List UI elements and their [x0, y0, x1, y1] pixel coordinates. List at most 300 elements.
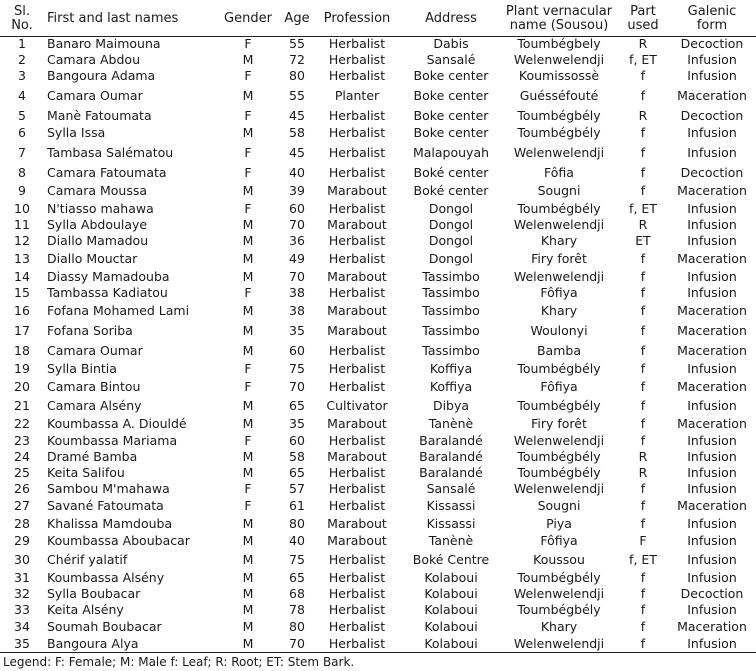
table-row	[0, 397, 756, 415]
cell-informant-name: Sylla Boubacar	[47, 586, 141, 601]
cell-profession: Herbalist	[328, 125, 386, 140]
cell-row-number: 33	[14, 601, 30, 617]
cell-address: Sansalé	[426, 52, 476, 67]
table-row	[0, 636, 756, 652]
table-row	[0, 201, 756, 217]
cell-informant-name: Diassy Mamadouba	[47, 269, 170, 284]
cell-gender: M	[242, 183, 254, 198]
cell-gender: F	[244, 201, 252, 216]
cell-row-number: 1	[18, 36, 26, 52]
cell-address: Boke center	[413, 107, 489, 123]
cell-part-used: f	[640, 498, 646, 513]
cell-address: Tanènè	[428, 533, 474, 548]
header-age: Age	[282, 2, 312, 36]
cell-part-used: f	[640, 183, 646, 198]
cell-profession: Planter	[334, 87, 380, 103]
cell-galenic-form: Infusion	[687, 125, 737, 140]
cell-age: 35	[289, 416, 305, 431]
cell-galenic-form: Maceration	[677, 378, 747, 394]
table-row	[0, 550, 756, 569]
cell-address: Baralandé	[419, 433, 483, 448]
cell-part-used: f, ET	[629, 201, 657, 216]
table-row	[0, 415, 756, 433]
cell-gender: M	[242, 233, 254, 248]
cell-row-number: 29	[14, 533, 30, 548]
cell-age: 60	[289, 433, 305, 448]
cell-gender: M	[242, 87, 254, 103]
cell-row-number: 23	[14, 433, 30, 448]
cell-profession: Herbalist	[328, 433, 386, 448]
cell-galenic-form: Infusion	[687, 569, 737, 585]
cell-galenic-form: Infusion	[687, 217, 737, 232]
cell-address: Kolaboui	[424, 619, 478, 634]
table-row	[0, 586, 756, 601]
cell-age: 49	[289, 251, 305, 266]
cell-galenic-form: Infusion	[687, 361, 737, 376]
cell-gender: F	[244, 498, 252, 513]
table-row	[0, 376, 756, 397]
cell-plant-name: Toumbégbély	[517, 465, 601, 480]
table-row	[0, 341, 756, 361]
cell-galenic-form: Maceration	[677, 322, 747, 338]
cell-address: Boke center	[413, 87, 489, 103]
cell-row-number: 2	[18, 52, 26, 67]
cell-address: Kolaboui	[402, 636, 500, 652]
cell-profession: Marabout	[327, 416, 387, 431]
cell-part-used: f	[640, 569, 646, 585]
cell-galenic-form: Infusion	[687, 233, 737, 248]
cell-plant-name: Koussou	[533, 551, 585, 567]
cell-plant-name: Fôfiya	[540, 533, 578, 548]
cell-part-used: f	[640, 601, 646, 617]
cell-informant-name: Tambassa Kadiatou	[47, 285, 168, 300]
table-row	[0, 233, 756, 249]
cell-profession: Marabout	[327, 515, 387, 531]
cell-age: 61	[289, 498, 305, 513]
cell-informant-name: Camara Bintou	[47, 378, 141, 394]
cell-part-used: f	[640, 302, 646, 318]
cell-plant-name: Welenwelendji	[513, 52, 605, 67]
cell-galenic-form: Decoction	[680, 164, 744, 180]
cell-row-number: 20	[14, 378, 30, 394]
cell-informant-name: Soumah Boubacar	[47, 619, 162, 634]
cell-gender: F	[244, 378, 252, 394]
cell-address: Boké Centre	[412, 551, 490, 567]
cell-part-used: f	[640, 125, 646, 140]
cell-address: Tassimbo	[422, 343, 480, 358]
cell-gender: M	[242, 269, 254, 284]
cell-row-number: 19	[14, 361, 30, 376]
header-address: Address	[402, 2, 500, 36]
cell-row-number: 14	[14, 269, 30, 284]
header-galenic-form: Galenic form	[668, 2, 756, 36]
cell-gender: M	[242, 533, 254, 548]
cell-informant-name: Camara Abdou	[47, 52, 140, 67]
cell-profession: Herbalist	[328, 586, 386, 601]
cell-address: Koffiya	[429, 378, 473, 394]
cell-gender: M	[242, 449, 254, 464]
cell-galenic-form: Maceration	[677, 498, 747, 513]
cell-informant-name: Khalissa Mamdouba	[47, 515, 173, 531]
cell-row-number: 27	[14, 498, 30, 513]
header-part-used: Part used	[618, 2, 668, 36]
table-row	[0, 84, 756, 107]
cell-address: Boke center	[413, 125, 489, 140]
cell-profession: Herbalist	[328, 52, 386, 67]
cell-address: Kolaboui	[424, 586, 478, 601]
cell-part-used: f	[640, 322, 646, 338]
cell-row-number: 30	[14, 551, 30, 567]
cell-galenic-form: Decoction	[680, 586, 744, 601]
table-row	[0, 68, 756, 84]
cell-galenic-form: Infusion	[687, 551, 737, 567]
cell-age: 58	[289, 125, 305, 140]
cell-gender: M	[214, 636, 282, 652]
cell-galenic-form: Maceration	[677, 343, 747, 358]
cell-part-used: R	[638, 217, 648, 232]
cell-age: 55	[289, 87, 305, 103]
cell-gender: F	[244, 164, 252, 180]
cell-plant-name: Welenwelendji	[513, 433, 605, 448]
cell-plant-name: Sougni	[537, 498, 581, 513]
cell-row-number: 18	[14, 343, 30, 358]
cell-gender: M	[242, 251, 254, 266]
cell-row-number: 11	[14, 217, 30, 232]
cell-galenic-form: Infusion	[687, 398, 737, 413]
header-row	[0, 2, 756, 36]
cell-row-number: 5	[18, 107, 26, 123]
cell-row-number: 4	[18, 87, 26, 103]
table-row	[0, 285, 756, 301]
cell-profession: Herbalist	[328, 164, 386, 180]
cell-row-number: 10	[14, 201, 30, 216]
cell-row-number: 8	[18, 164, 26, 180]
cell-informant-name: Camara Moussa	[47, 183, 148, 198]
cell-plant-name: Welenwelendji	[513, 481, 605, 496]
cell-row-number: 21	[14, 398, 30, 413]
cell-age: 38	[289, 302, 305, 318]
cell-age: 60	[289, 343, 305, 358]
cell-plant-name: Welenwelendji	[513, 586, 605, 601]
cell-plant-name: Toumbégbély	[517, 125, 601, 140]
cell-profession: Herbalist	[328, 285, 386, 300]
cell-part-used: f	[640, 251, 646, 266]
cell-age: 65	[289, 465, 305, 480]
cell-age: 65	[289, 398, 305, 413]
cell-informant-name: Sylla Abdoulaye	[47, 217, 148, 232]
cell-profession: Herbalist	[328, 145, 386, 160]
cell-part-used: R	[638, 36, 648, 52]
cell-gender: M	[242, 52, 254, 67]
cell-row-number: 25	[14, 465, 30, 480]
cell-age: 70	[289, 378, 305, 394]
cell-part-used: f	[640, 416, 646, 431]
cell-profession: Herbalist	[328, 36, 386, 52]
table-row	[0, 124, 756, 142]
cell-age: 35	[289, 322, 305, 338]
cell-gender: F	[244, 145, 252, 160]
cell-gender: M	[242, 125, 254, 140]
cell-galenic-form: Infusion	[687, 481, 737, 496]
cell-address: Boké center	[413, 183, 489, 198]
cell-address: Kolaboui	[424, 601, 478, 617]
table-row	[0, 481, 756, 497]
cell-informant-name: Sylla Issa	[47, 125, 106, 140]
cell-gender: F	[244, 285, 252, 300]
cell-informant-name: Camara Fatoumata	[47, 164, 167, 180]
cell-age: 40	[289, 164, 305, 180]
cell-galenic-form: Infusion	[687, 601, 737, 617]
cell-informant-name: Savané Fatoumata	[47, 498, 164, 513]
table-row	[0, 320, 756, 341]
cell-profession: Herbalist	[328, 68, 386, 83]
cell-informant-name: Keita Alsény	[47, 601, 124, 617]
cell-gender: M	[242, 302, 254, 318]
cell-galenic-form: Infusion	[668, 636, 756, 652]
cell-gender: M	[242, 217, 254, 232]
cell-gender: M	[242, 551, 254, 567]
header-plant-name: Plant vernacular name (Sousou)	[500, 2, 618, 36]
cell-informant-name: Dramé Bamba	[47, 449, 138, 464]
table-row	[0, 497, 756, 515]
table-row	[0, 601, 756, 618]
cell-row-number: 12	[14, 233, 30, 248]
cell-gender: F	[244, 36, 252, 52]
cell-profession: Herbalist	[328, 498, 386, 513]
table-body	[0, 36, 756, 652]
cell-gender: M	[242, 619, 254, 634]
cell-galenic-form: Infusion	[687, 52, 737, 67]
cell-plant-name: Fôfiya	[540, 285, 578, 300]
cell-age: 65	[289, 569, 305, 585]
cell-plant-name: Toumbégbély	[517, 201, 601, 216]
cell-address: Dibya	[432, 398, 470, 413]
cell-part-used: f	[640, 343, 646, 358]
cell-plant-name: Khary	[540, 233, 578, 248]
cell-profession: Marabout	[327, 302, 387, 318]
table-row	[0, 618, 756, 636]
cell-gender: F	[244, 107, 252, 123]
table-row	[0, 36, 756, 52]
cell-gender: M	[242, 569, 254, 585]
cell-part-used: f, ET	[629, 551, 657, 567]
cell-row-number: 24	[14, 449, 30, 464]
cell-informant-name: Bangoura Alya	[44, 636, 214, 652]
cell-informant-name: Bangoura Adama	[47, 68, 156, 83]
cell-galenic-form: Maceration	[677, 619, 747, 634]
cell-age: 45	[289, 107, 305, 123]
cell-profession: Herbalist	[328, 551, 386, 567]
table-row	[0, 181, 756, 201]
cell-informant-name: Koumbassa Mariama	[47, 433, 178, 448]
cell-profession: Marabout	[327, 322, 387, 338]
cell-galenic-form: Decoction	[680, 107, 744, 123]
cell-informant-name: Camara Alsény	[47, 398, 142, 413]
cell-address: Kissassi	[426, 498, 476, 513]
cell-part-used: f	[640, 433, 646, 448]
cell-age: 80	[289, 619, 305, 634]
cell-row-number: 17	[14, 322, 30, 338]
cell-plant-name: Fôfiya	[540, 378, 578, 394]
cell-part-used: f	[640, 481, 646, 496]
cell-plant-name: Sougni	[537, 183, 581, 198]
cell-row-number: 34	[14, 619, 30, 634]
cell-age: 78	[289, 601, 305, 617]
cell-age: 40	[289, 533, 305, 548]
cell-address: Kolaboui	[424, 569, 478, 585]
cell-part-used: f	[640, 87, 646, 103]
cell-galenic-form: Infusion	[687, 269, 737, 284]
cell-address: Dongol	[428, 201, 474, 216]
cell-row-number: 7	[18, 145, 26, 160]
cell-row-number: 22	[14, 416, 30, 431]
cell-age: 80	[289, 68, 305, 83]
cell-age: 39	[289, 183, 305, 198]
cell-galenic-form: Maceration	[677, 416, 747, 431]
cell-address: Tassimbo	[422, 322, 480, 338]
cell-galenic-form: Infusion	[687, 449, 737, 464]
cell-row-number: 3	[18, 68, 26, 83]
cell-age: 55	[289, 36, 305, 52]
cell-profession: Herbalist	[328, 619, 386, 634]
table-row	[0, 249, 756, 269]
cell-gender: M	[242, 515, 254, 531]
cell-address: Tanènè	[428, 416, 474, 431]
cell-gender: M	[242, 586, 254, 601]
cell-part-used: f	[640, 378, 646, 394]
cell-informant-name: Koumbassa A. Diouldé	[47, 416, 187, 431]
cell-address: Tassimbo	[422, 285, 480, 300]
header-gender: Gender	[214, 2, 282, 36]
informants-table	[0, 2, 756, 653]
table-row	[0, 449, 756, 465]
cell-row-number: 13	[14, 251, 30, 266]
cell-part-used: f	[640, 515, 646, 531]
cell-row-number: 28	[14, 515, 30, 531]
cell-row-number: 35	[0, 636, 44, 652]
cell-row-number: 6	[18, 125, 26, 140]
table-row	[0, 52, 756, 68]
cell-plant-name: Welenwelendji	[513, 269, 605, 284]
cell-informant-name: Sambou M'mahawa	[47, 481, 170, 496]
cell-row-number: 32	[14, 586, 30, 601]
cell-part-used: f	[640, 269, 646, 284]
cell-part-used: f	[640, 361, 646, 376]
table-row	[0, 361, 756, 376]
cell-part-used: f, ET	[629, 52, 657, 67]
cell-age: 80	[289, 515, 305, 531]
cell-profession: Herbalist	[328, 361, 386, 376]
cell-informant-name: Koumbassa Aboubacar	[47, 533, 190, 548]
cell-profession: Marabout	[327, 183, 387, 198]
cell-age: 36	[289, 233, 305, 248]
table-row	[0, 301, 756, 320]
cell-gender: M	[242, 465, 254, 480]
cell-galenic-form: Infusion	[687, 285, 737, 300]
cell-galenic-form: Infusion	[687, 533, 737, 548]
cell-informant-name: Camara Oumar	[47, 343, 143, 358]
table-row	[0, 515, 756, 532]
cell-profession: Herbalist	[328, 251, 386, 266]
cell-profession: Herbalist	[328, 569, 386, 585]
cell-informant-name: Diallo Mouctar	[47, 251, 138, 266]
cell-plant-name: Toumbégbély	[517, 107, 601, 123]
cell-galenic-form: Infusion	[687, 145, 737, 160]
cell-address: Tassimbo	[422, 302, 480, 318]
cell-address: Sansalé	[426, 481, 476, 496]
cell-plant-name: Fôfia	[544, 164, 574, 180]
cell-informant-name: N'tiasso mahawa	[47, 201, 154, 216]
cell-part-used: f	[640, 145, 646, 160]
cell-plant-name: Toumbégbély	[517, 569, 601, 585]
cell-address: Baralandé	[419, 465, 483, 480]
cell-row-number: 9	[18, 183, 26, 198]
table-row	[0, 164, 756, 181]
table-row	[0, 217, 756, 233]
cell-profession: Cultivator	[326, 398, 388, 413]
cell-informant-name: Tambasa Salématou	[47, 145, 174, 160]
header-no: Sl. No.	[0, 2, 44, 36]
table-row	[0, 465, 756, 481]
cell-galenic-form: Maceration	[677, 183, 747, 198]
cell-profession: Herbalist	[312, 636, 402, 652]
cell-gender: M	[242, 322, 254, 338]
cell-age: 75	[289, 551, 305, 567]
cell-gender: M	[242, 416, 254, 431]
cell-part-used: R	[638, 465, 648, 480]
cell-part-used: f	[640, 398, 646, 413]
cell-informant-name: Chérif yalatif	[47, 551, 128, 567]
cell-age: 70	[282, 636, 312, 652]
cell-address: Tassimbo	[422, 269, 480, 284]
cell-galenic-form: Decoction	[680, 36, 744, 52]
cell-gender: M	[242, 398, 254, 413]
cell-part-used: f	[640, 285, 646, 300]
cell-address: Baralandé	[419, 449, 483, 464]
cell-informant-name: Fofana Mohamed Lami	[47, 302, 190, 318]
cell-plant-name: Khary	[540, 302, 578, 318]
cell-part-used: F	[639, 533, 647, 548]
cell-plant-name: Woulonyi	[530, 322, 588, 338]
cell-plant-name: Welenwelendji	[500, 636, 618, 652]
cell-profession: Marabout	[327, 217, 387, 232]
cell-gender: M	[242, 601, 254, 617]
cell-profession: Herbalist	[328, 233, 386, 248]
cell-address: Dongol	[428, 233, 474, 248]
cell-row-number: 15	[14, 285, 30, 300]
cell-plant-name: Koumissossè	[518, 68, 600, 83]
cell-plant-name: Piya	[546, 515, 572, 531]
cell-age: 57	[289, 481, 305, 496]
cell-profession: Herbalist	[328, 465, 386, 480]
cell-profession: Herbalist	[328, 601, 386, 617]
cell-row-number: 31	[14, 569, 30, 585]
cell-address: Kissassi	[426, 515, 476, 531]
cell-galenic-form: Infusion	[687, 68, 737, 83]
cell-part-used: f	[640, 619, 646, 634]
cell-galenic-form: Maceration	[677, 302, 747, 318]
cell-part-used: f	[640, 586, 646, 601]
cell-plant-name: Bamba	[536, 343, 581, 358]
cell-informant-name: Diallo Mamadou	[47, 233, 149, 248]
cell-plant-name: Toumbégbély	[517, 601, 601, 617]
cell-gender: F	[244, 68, 252, 83]
cell-galenic-form: Infusion	[687, 465, 737, 480]
table-row	[0, 433, 756, 449]
cell-profession: Marabout	[327, 269, 387, 284]
cell-address: Dongol	[428, 217, 474, 232]
table-legend: Legend: F: Female; M: Male f: Leaf; R: Root; ET: Stem Bark.	[3, 655, 355, 669]
